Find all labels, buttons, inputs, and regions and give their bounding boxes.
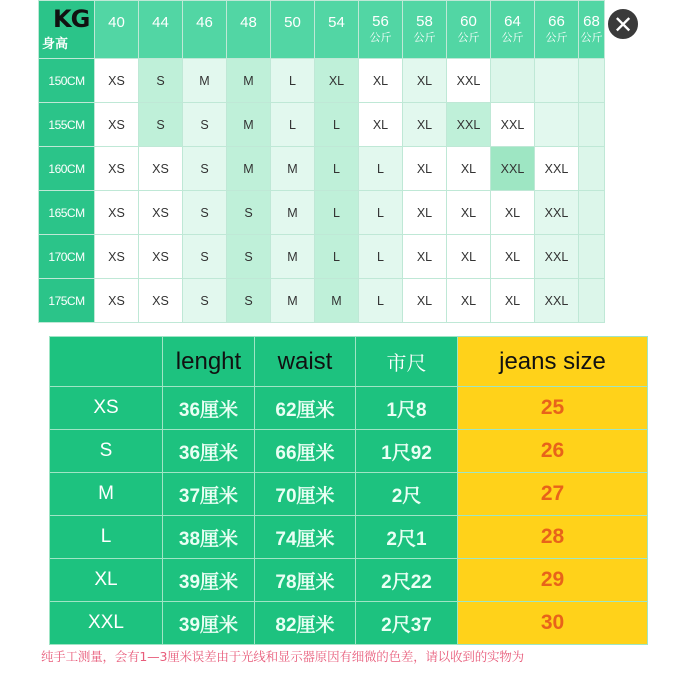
height-row	[39, 59, 605, 103]
height-value: 175CM	[39, 279, 95, 323]
weight-header	[315, 1, 359, 59]
size-cell: S	[227, 279, 271, 323]
size-cell	[579, 59, 605, 103]
weight-unit: 公斤	[545, 31, 568, 44]
height-row	[39, 235, 605, 279]
length-cell: 36厘米	[163, 387, 255, 430]
size-cell: XL	[403, 235, 447, 279]
height-value: 160CM	[39, 147, 95, 191]
height-value: 155CM	[39, 103, 95, 147]
height-value: 150CM	[39, 59, 95, 103]
weight-header	[359, 1, 403, 59]
waist-cell: 78厘米	[255, 559, 356, 602]
weight-value: 46	[196, 13, 213, 31]
waist-cell: 74厘米	[255, 516, 356, 559]
size-cell: XS	[50, 387, 163, 430]
waist-cell: 62厘米	[255, 387, 356, 430]
height-value: 170CM	[39, 235, 95, 279]
size-cell: XL	[491, 191, 535, 235]
waist-cell: 66厘米	[255, 430, 356, 473]
size-cell: S	[183, 147, 227, 191]
size-cell: XL	[403, 59, 447, 103]
jeans-size-table	[49, 336, 648, 645]
jeans-row	[50, 473, 648, 516]
size-cell: XXL	[535, 191, 579, 235]
weight-unit	[227, 31, 270, 45]
size-cell: XL	[359, 59, 403, 103]
size-cell: XXL	[535, 279, 579, 323]
jeans-header-row	[50, 337, 648, 387]
weight-unit: 公斤	[413, 31, 436, 44]
size-cell: S	[227, 235, 271, 279]
size-cell: M	[227, 147, 271, 191]
size-cell: XL	[491, 279, 535, 323]
weight-value: 66	[548, 12, 565, 30]
size-cell: XL	[403, 147, 447, 191]
size-cell: L	[359, 191, 403, 235]
size-cell: L	[359, 279, 403, 323]
size-cell: XS	[95, 59, 139, 103]
size-cell: XL	[447, 235, 491, 279]
weight-unit	[95, 31, 138, 45]
size-cell: XXL	[50, 602, 163, 645]
height-value: 165CM	[39, 191, 95, 235]
shichi-cell: 1尺8	[356, 387, 458, 430]
size-cell	[579, 103, 605, 147]
weight-value: 50	[284, 13, 301, 31]
size-cell: XXL	[535, 147, 579, 191]
size-cell: L	[315, 147, 359, 191]
weight-header	[579, 1, 605, 59]
weight-header	[95, 1, 139, 59]
size-cell: S	[139, 59, 183, 103]
shichi-cell: 1尺92	[356, 430, 458, 473]
shichi-header: 市尺	[356, 337, 458, 387]
size-cell: XXL	[491, 103, 535, 147]
size-cell: L	[359, 235, 403, 279]
size-cell: XS	[95, 279, 139, 323]
size-cell	[579, 191, 605, 235]
weight-unit: 公斤	[369, 31, 392, 44]
jeans-row	[50, 559, 648, 602]
size-cell: XXL	[535, 235, 579, 279]
jeans-size-cell: 27	[458, 473, 648, 516]
length-header: lenght	[163, 337, 255, 387]
size-cell: XL	[403, 191, 447, 235]
size-cell: S	[227, 191, 271, 235]
weight-value: 44	[152, 13, 169, 31]
size-cell: XL	[359, 103, 403, 147]
size-cell: XS	[95, 235, 139, 279]
weight-unit: 公斤	[580, 31, 603, 44]
size-cell: S	[139, 103, 183, 147]
measurement-disclaimer: 纯手工测量，会有1—3厘米误差由于光线和显示器原因有细微的色差，请以收到的实物为	[41, 649, 524, 664]
jeans-row	[50, 602, 648, 645]
size-cell: XL	[447, 147, 491, 191]
weight-value: 64	[504, 12, 521, 30]
size-cell: XL	[403, 279, 447, 323]
size-cell: XXL	[447, 59, 491, 103]
jeans-size-cell: 28	[458, 516, 648, 559]
weight-unit	[139, 31, 182, 45]
jeans-size-cell: 29	[458, 559, 648, 602]
size-cell: XS	[139, 147, 183, 191]
jeans-size-cell: 25	[458, 387, 648, 430]
jeans-size-cell: 30	[458, 602, 648, 645]
weight-header	[183, 1, 227, 59]
weight-value: 56	[372, 12, 389, 30]
size-cell: M	[50, 473, 163, 516]
jeans-size-header: jeans size	[458, 337, 648, 387]
length-cell: 39厘米	[163, 602, 255, 645]
close-icon: ✕	[612, 12, 634, 39]
size-cell: XS	[139, 279, 183, 323]
size-cell: S	[183, 103, 227, 147]
weight-value: 60	[460, 12, 477, 30]
size-cell: XL	[447, 191, 491, 235]
size-header	[50, 337, 163, 387]
size-cell	[535, 103, 579, 147]
weight-header	[403, 1, 447, 59]
waist-cell: 70厘米	[255, 473, 356, 516]
weight-header	[227, 1, 271, 59]
height-label: 身高	[42, 36, 69, 51]
size-cell: L	[315, 235, 359, 279]
size-cell: L	[315, 103, 359, 147]
jeans-row	[50, 387, 648, 430]
size-cell: M	[271, 147, 315, 191]
size-cell: M	[271, 279, 315, 323]
kg-label: KG	[53, 5, 90, 33]
size-cell: L	[359, 147, 403, 191]
weight-header-row	[39, 1, 605, 59]
size-cell: M	[315, 279, 359, 323]
size-cell	[535, 59, 579, 103]
jeans-row	[50, 430, 648, 473]
length-cell: 36厘米	[163, 430, 255, 473]
shichi-cell: 2尺	[356, 473, 458, 516]
length-cell: 39厘米	[163, 559, 255, 602]
close-button[interactable]	[606, 7, 640, 41]
size-cell: XL	[403, 103, 447, 147]
shichi-cell: 2尺1	[356, 516, 458, 559]
jeans-size-cell: 26	[458, 430, 648, 473]
height-row	[39, 103, 605, 147]
size-cell: M	[271, 191, 315, 235]
size-cell: XL	[315, 59, 359, 103]
weight-header	[271, 1, 315, 59]
size-cell: XS	[139, 235, 183, 279]
size-cell: S	[50, 430, 163, 473]
jeans-row	[50, 516, 648, 559]
weight-value: 54	[328, 13, 345, 31]
size-cell: XL	[447, 279, 491, 323]
weight-height-size-chart	[38, 0, 605, 323]
chart-corner	[39, 1, 95, 59]
size-cell: XS	[139, 191, 183, 235]
waist-cell: 82厘米	[255, 602, 356, 645]
height-row	[39, 147, 605, 191]
length-cell: 38厘米	[163, 516, 255, 559]
weight-unit	[183, 31, 226, 45]
size-cell: XL	[491, 235, 535, 279]
size-cell: S	[183, 191, 227, 235]
weight-header	[491, 1, 535, 59]
size-cell: XXL	[491, 147, 535, 191]
size-cell	[579, 147, 605, 191]
size-cell	[491, 59, 535, 103]
size-cell: S	[183, 235, 227, 279]
weight-header	[535, 1, 579, 59]
size-cell: M	[271, 235, 315, 279]
size-cell: M	[183, 59, 227, 103]
size-cell: L	[271, 103, 315, 147]
size-cell: XS	[95, 147, 139, 191]
height-row	[39, 191, 605, 235]
size-cell: L	[271, 59, 315, 103]
height-row	[39, 279, 605, 323]
weight-unit	[271, 31, 314, 45]
size-cell: M	[227, 103, 271, 147]
weight-value: 40	[108, 13, 125, 31]
waist-header: waist	[255, 337, 356, 387]
weight-unit: 公斤	[501, 31, 524, 44]
size-cell: XS	[95, 103, 139, 147]
weight-header	[139, 1, 183, 59]
size-cell: M	[227, 59, 271, 103]
length-cell: 37厘米	[163, 473, 255, 516]
weight-value: 58	[416, 12, 433, 30]
shichi-cell: 2尺37	[356, 602, 458, 645]
shichi-cell: 2尺22	[356, 559, 458, 602]
size-cell	[579, 279, 605, 323]
weight-unit	[315, 31, 358, 45]
size-cell	[579, 235, 605, 279]
weight-value: 68	[583, 12, 600, 30]
weight-unit: 公斤	[457, 31, 480, 44]
size-cell: XS	[95, 191, 139, 235]
weight-header	[447, 1, 491, 59]
size-cell: XXL	[447, 103, 491, 147]
size-cell: L	[50, 516, 163, 559]
weight-value: 48	[240, 13, 257, 31]
size-cell: XL	[50, 559, 163, 602]
size-cell: S	[183, 279, 227, 323]
size-cell: L	[315, 191, 359, 235]
